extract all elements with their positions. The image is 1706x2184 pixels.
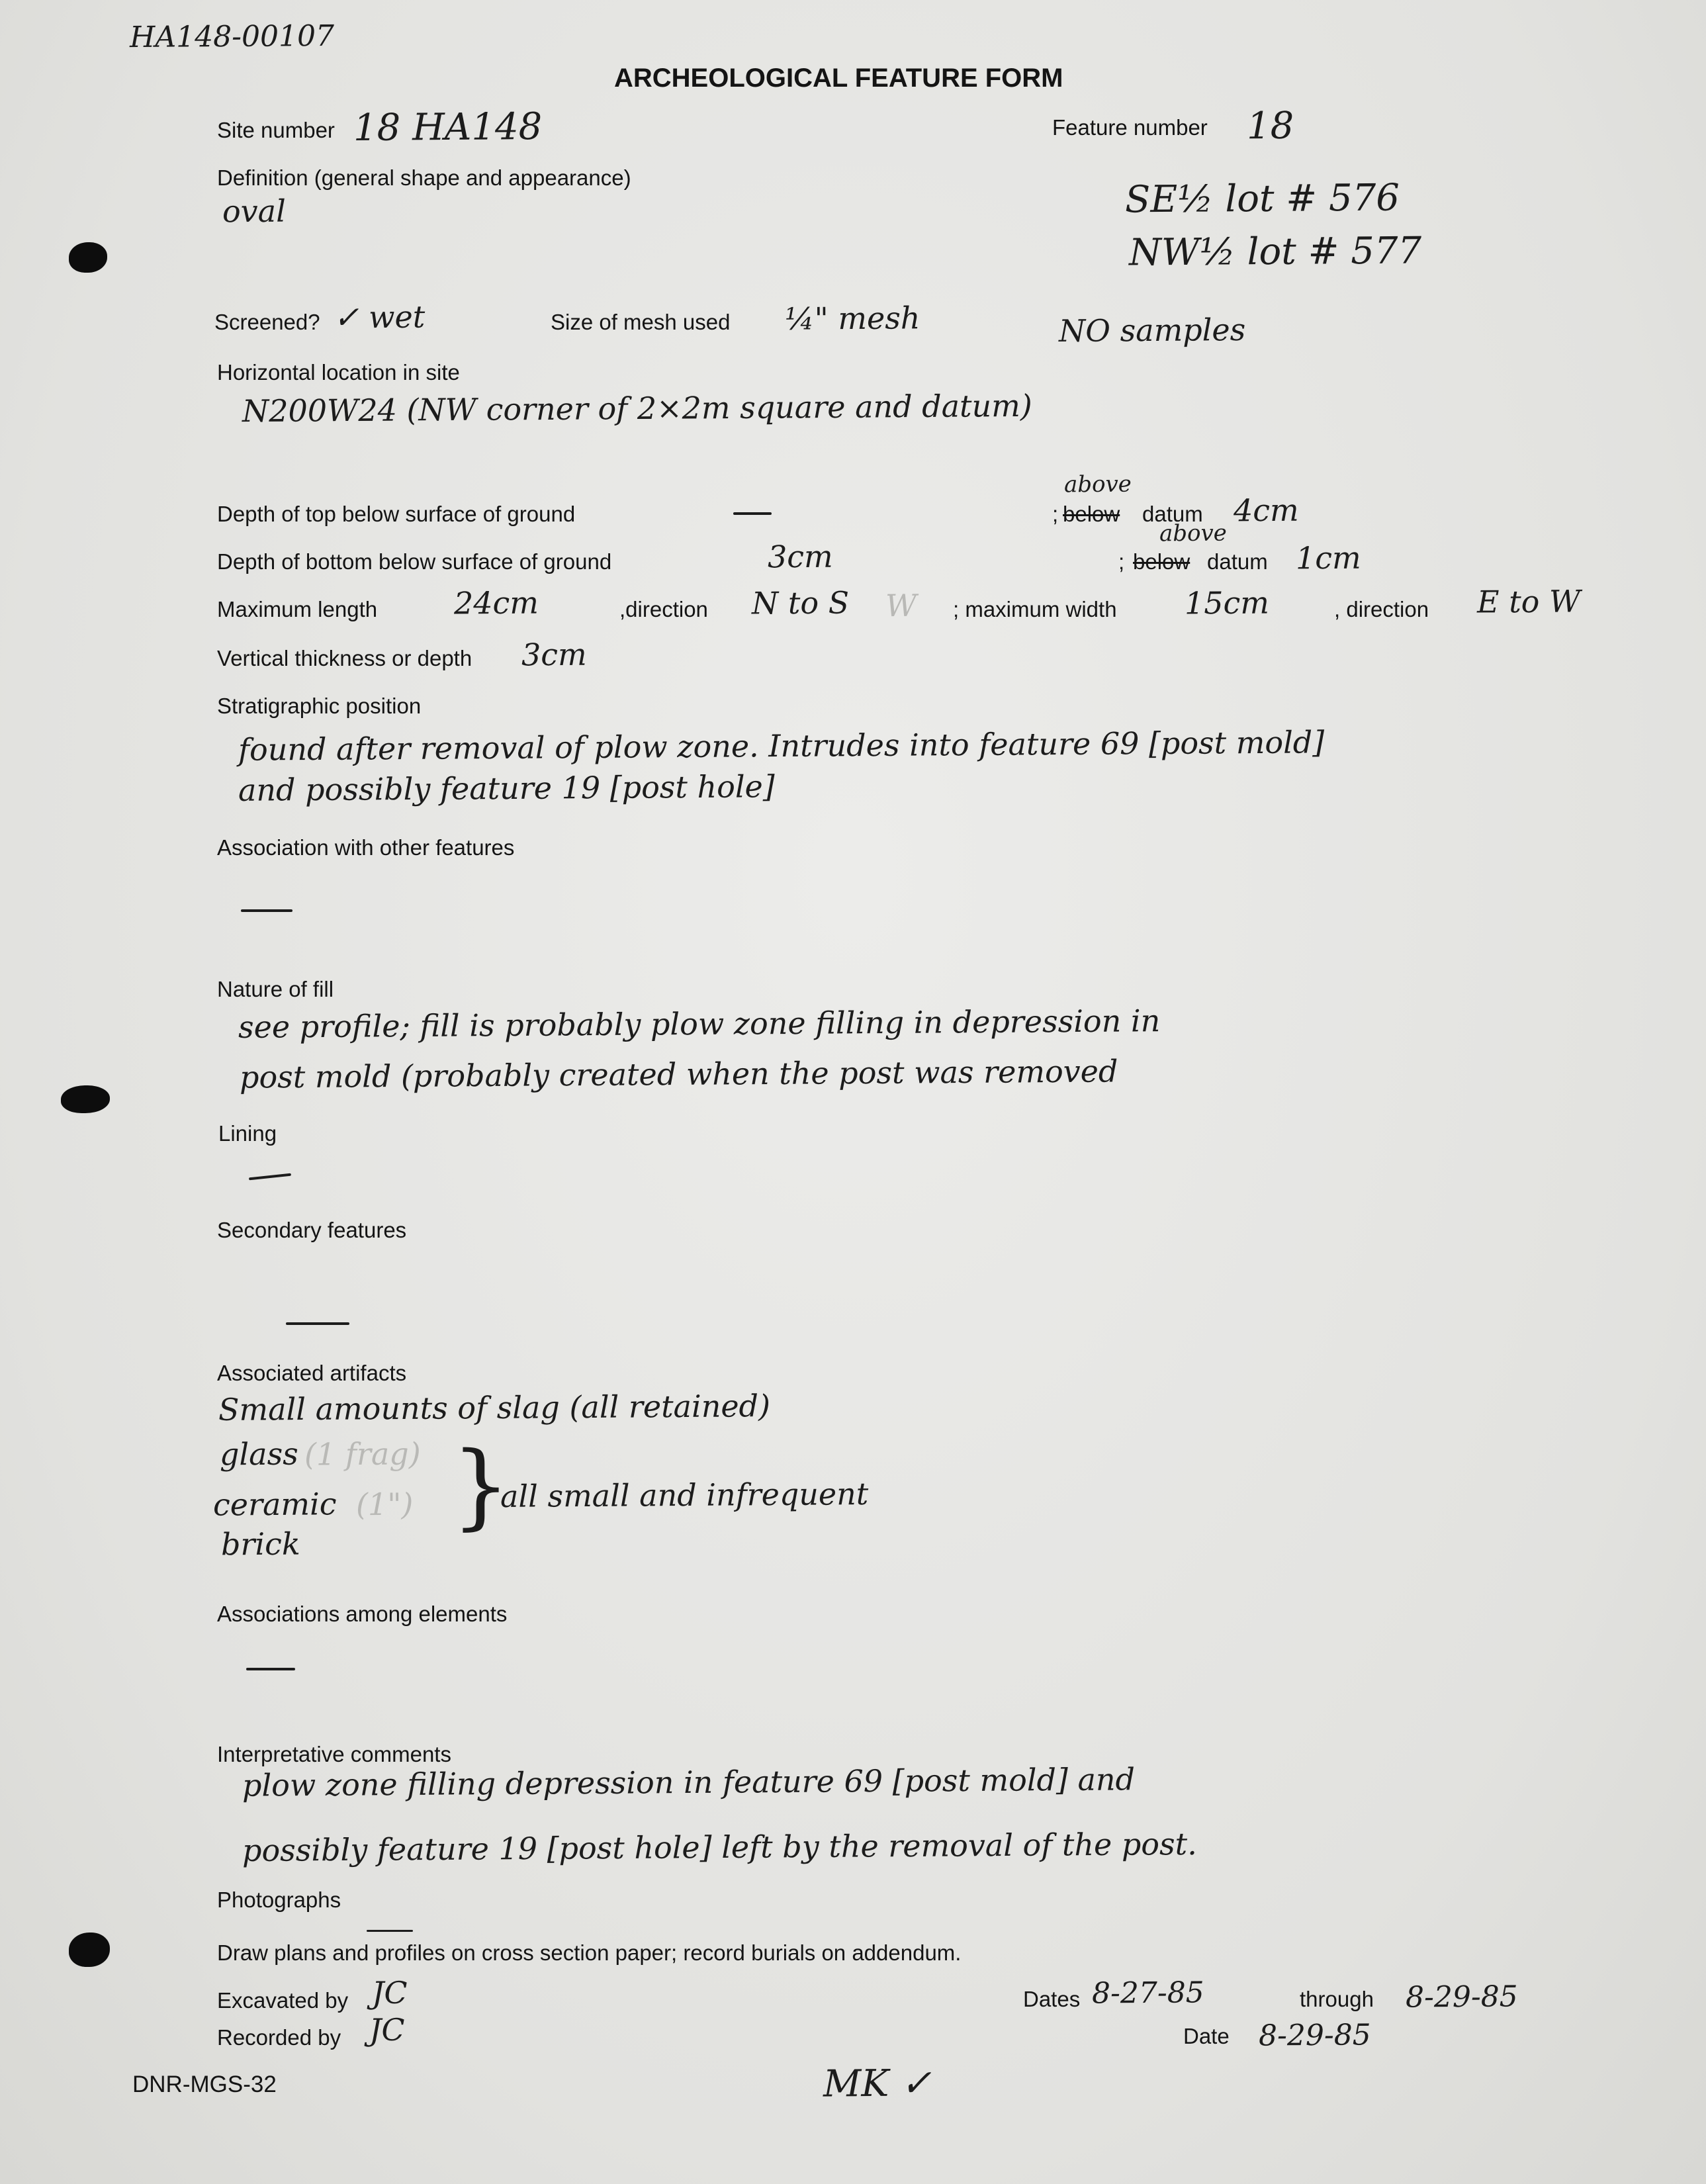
associations-among-elements-value [246,1668,295,1670]
screened-label: Screened? [214,310,320,334]
depth-bottom-below: below [1133,549,1190,574]
max-length-value: 24cm [453,584,539,621]
photographs-label: Photographs [217,1888,341,1912]
artifact-brick: brick [220,1525,300,1563]
length-direction-label: ,direction [619,597,708,621]
vertical-thickness-label: Vertical thickness or depth [217,646,472,670]
depth-bottom-label: Depth of bottom below surface of ground [217,549,612,574]
date-value: 8-29-85 [1258,2018,1371,2053]
length-direction-faint: W [885,587,917,624]
artifact-ceramic: ceramic [212,1486,337,1523]
secondary-features-value [286,1322,349,1325]
depth-bottom-value: 3cm [767,538,833,575]
max-width-label: ; maximum width [953,597,1117,621]
mesh-size-value: ¼" mesh [784,300,920,337]
definition-value: oval [222,193,287,230]
vertical-thickness-value: 3cm [521,636,587,673]
artifact-glass-count: (1 frag) [304,1435,421,1473]
depth-top-above: above [1063,471,1132,498]
horizontal-location-value: N200W24 (NW corner of 2×2m square and datum) [242,387,1032,430]
lot-line-1: SE½ lot # 576 [1124,176,1400,222]
stratigraphic-line-1: found after removal of plow zone. Intrudes into feature 69 [post mold] [238,724,1325,768]
max-width-value: 15cm [1184,584,1270,621]
depth-bottom-above: above [1159,520,1227,547]
excavated-by-value: JC [371,1974,408,2011]
binder-hole-middle [61,1085,110,1113]
binder-hole-top [69,242,107,273]
date-label: Date [1183,2024,1230,2048]
depth-bottom-datum: datum [1207,549,1268,574]
artifact-group-note: all small and infrequent [500,1476,869,1514]
interpretative-line-2: possibly feature 19 [post hole] left by the removal of the post. [242,1825,1197,1869]
associated-artifacts-label: Associated artifacts [217,1361,407,1385]
depth-top-below: below [1063,502,1120,526]
reviewer-initials: MK ✓ [823,2062,932,2106]
depth-bottom-semicolon: ; [1118,549,1125,574]
interpretative-comments-label: Interpretative comments [217,1742,451,1766]
horizontal-location-label: Horizontal location in site [217,360,460,385]
instructions: Draw plans and profiles on cross section paper; record burials on addendum. [217,1940,962,1965]
lining-label: Lining [218,1121,277,1146]
form-title: ARCHEOLOGICAL FEATURE FORM [614,64,1063,93]
recorded-by-label: Recorded by [217,2025,341,2050]
depth-top-semicolon: ; [1052,502,1059,526]
artifacts-line-1: Small amounts of slag (all retained) [218,1388,771,1428]
form-code: DNR-MGS-32 [132,2071,277,2097]
depth-top-value [733,512,772,515]
association-features-label: Association with other features [217,835,515,860]
artifact-glass: glass [219,1435,298,1473]
document-id: HA148-00107 [129,19,335,55]
depth-top-datum-value: 4cm [1233,492,1299,529]
feature-number-value: 18 [1246,104,1294,148]
depth-bottom-datum-value: 1cm [1295,539,1361,576]
association-features-value [241,909,292,912]
excavated-by-label: Excavated by [217,1988,349,2013]
dates-through-value: 8-29-85 [1405,1979,1518,2015]
stratigraphic-label: Stratigraphic position [217,694,422,718]
screened-value: ✓ wet [333,298,426,336]
dates-label: Dates [1023,1987,1081,2011]
feature-number-label: Feature number [1052,115,1208,140]
nature-of-fill-line-2: post mold (probably created when the post was removed [239,1053,1118,1095]
site-number-label: Site number [217,118,335,142]
artifact-ceramic-count: (1") [355,1486,414,1523]
width-direction-value: E to W [1476,583,1581,620]
photographs-value [367,1930,413,1932]
secondary-features-label: Secondary features [217,1218,407,1242]
nature-of-fill-label: Nature of fill [217,977,334,1001]
mesh-size-label: Size of mesh used [551,310,731,334]
binder-hole-bottom [69,1933,110,1967]
length-direction-value: N to S [751,584,850,621]
recorded-by-value: JC [369,2011,405,2048]
nature-of-fill-line-1: see profile; fill is probably plow zone filling in depression in [238,1003,1161,1045]
depth-top-datum: datum [1142,502,1203,526]
depth-top-label: Depth of top below surface of ground [217,502,576,526]
artifact-group-brace: } [451,1432,511,1540]
site-number-value: 18 HA148 [353,105,543,150]
interpretative-line-1: plow zone filling depression in feature 69 [post mold] and [242,1761,1136,1803]
max-length-label: Maximum length [217,597,378,621]
lot-line-2: NW½ lot # 577 [1128,229,1422,275]
dates-from-value: 8-27-85 [1091,1976,1204,2011]
dates-through-label: through [1300,1987,1374,2011]
stratigraphic-line-2: and possibly feature 19 [post hole] [238,768,775,808]
definition-label: Definition (general shape and appearance) [217,165,631,190]
width-direction-label: , direction [1334,597,1429,621]
associations-among-elements-label: Associations among elements [217,1602,508,1626]
samples-note: NO samples [1058,312,1246,349]
